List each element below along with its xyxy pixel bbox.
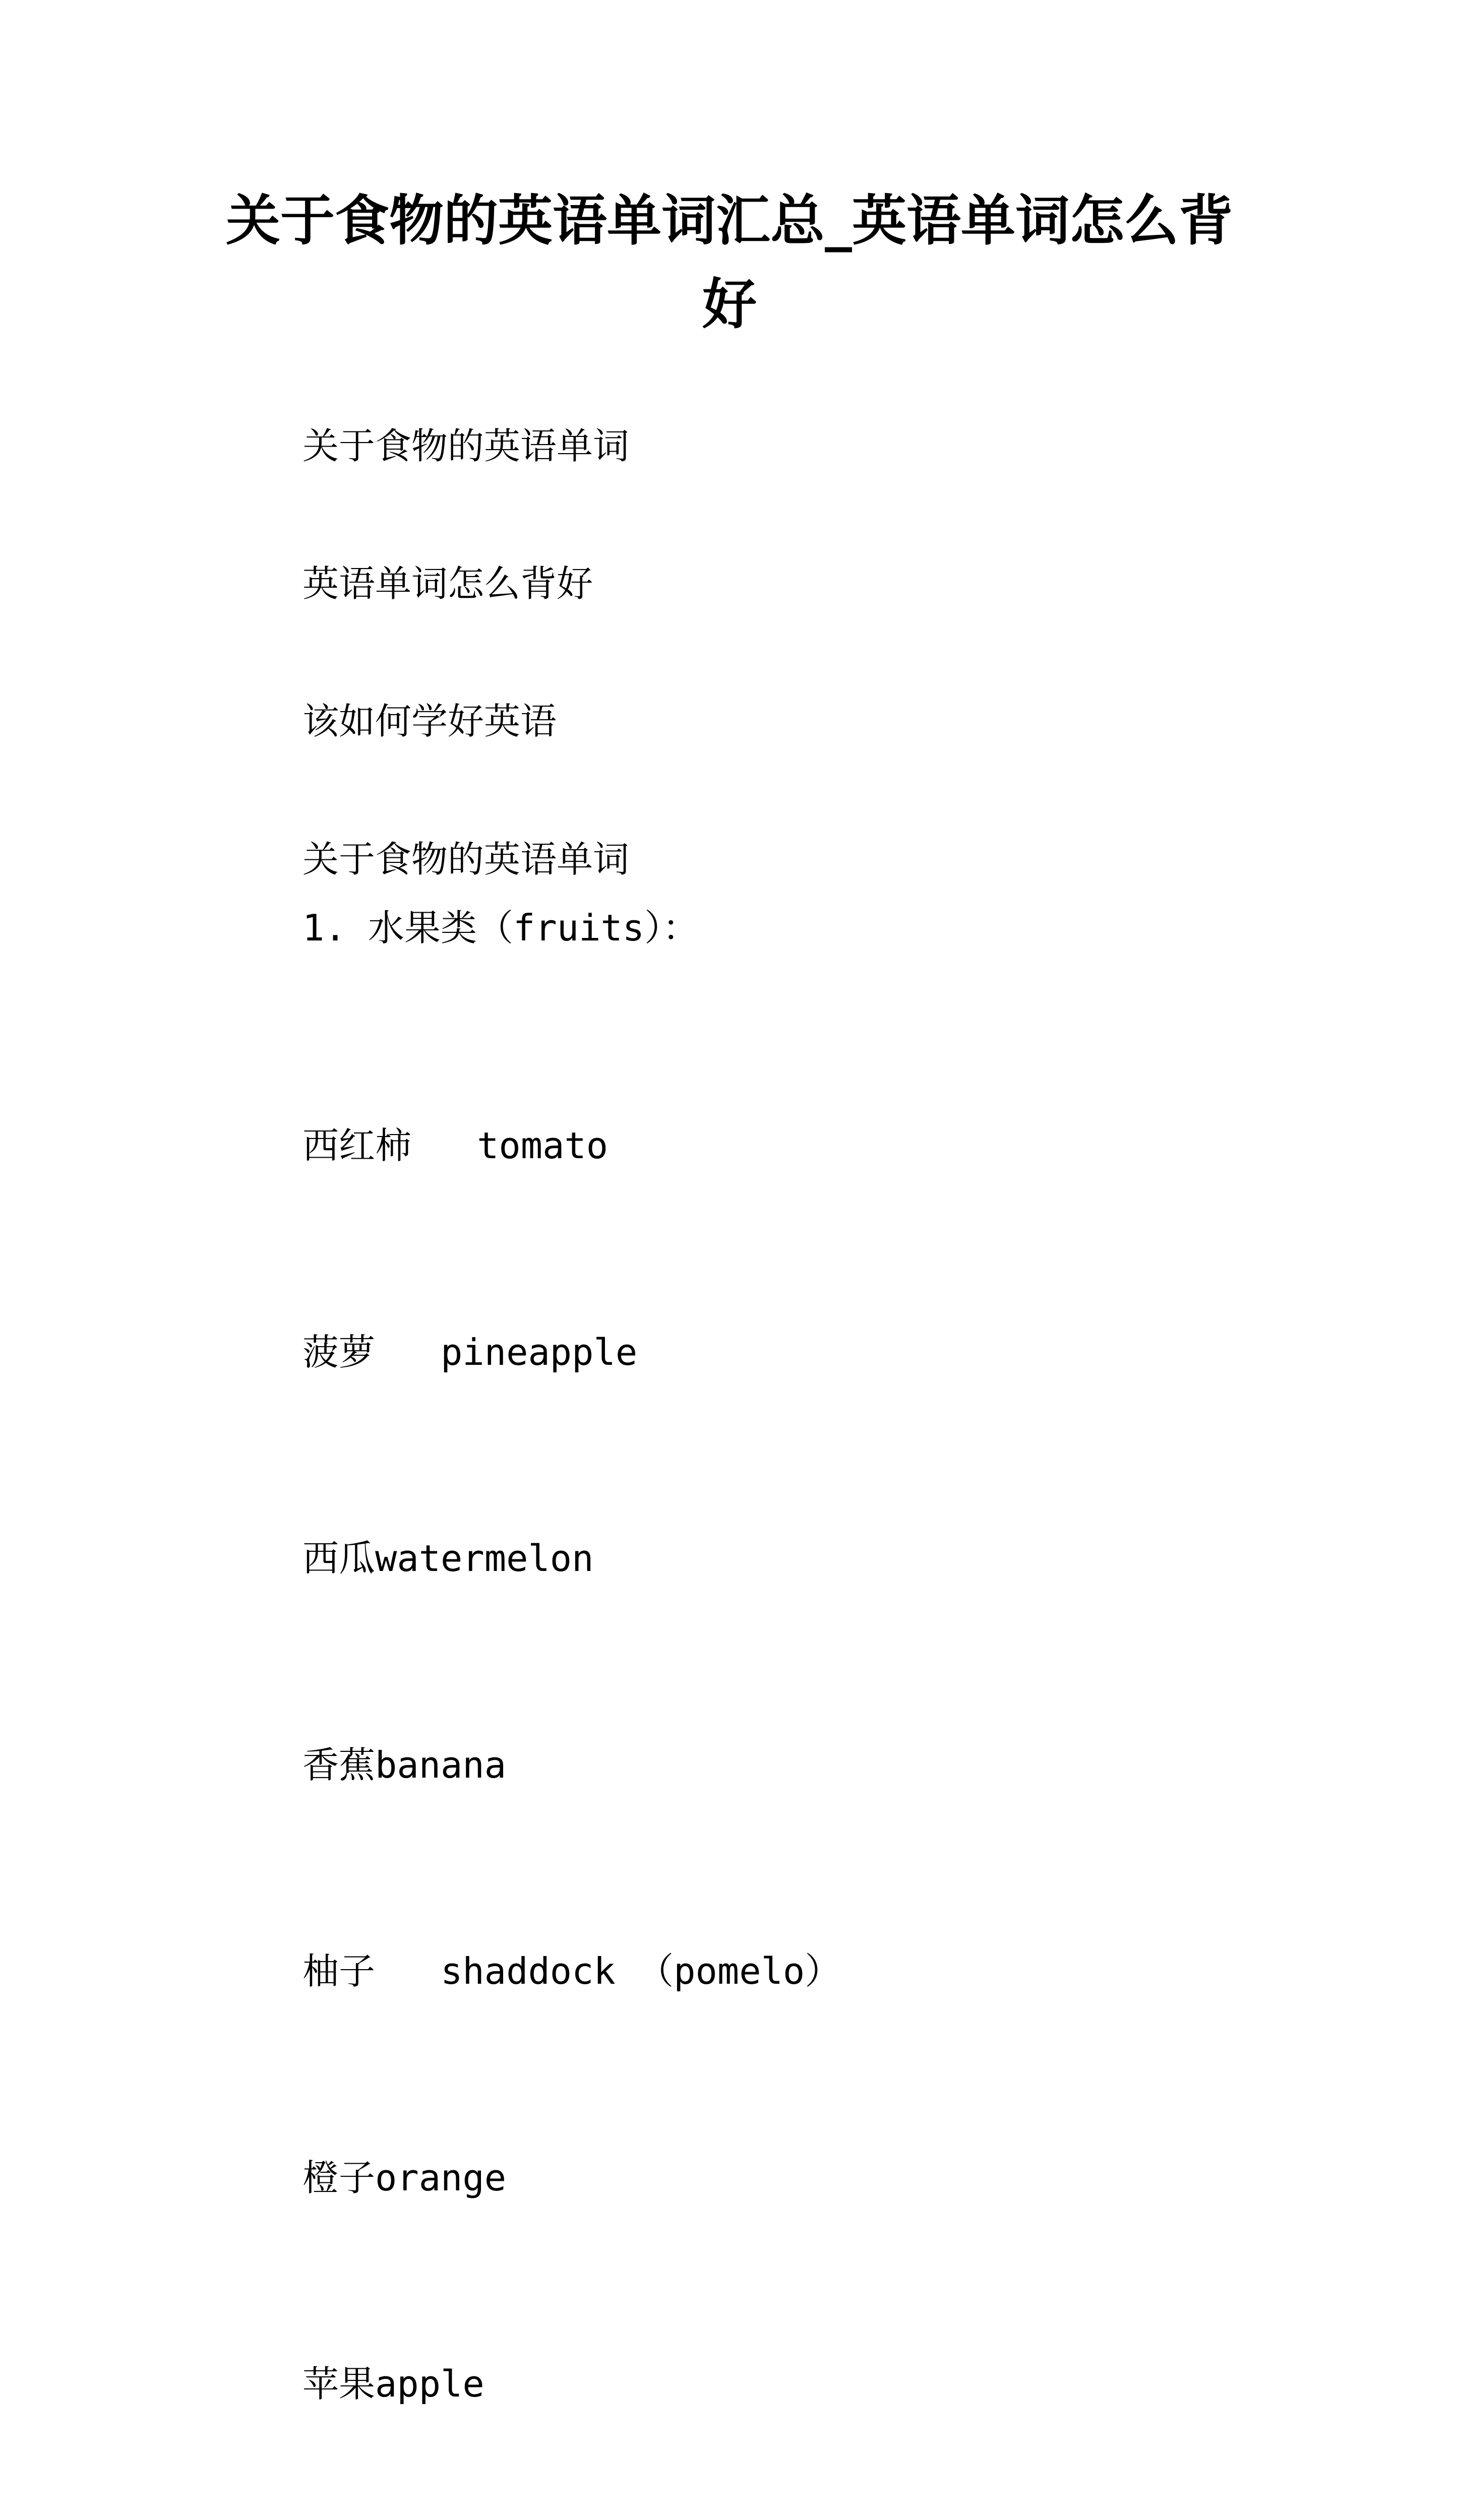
document-title: 关于食物的英语单词汇总_英语单词怎么背好 xyxy=(225,189,1233,336)
fruit-row-watermelon xyxy=(302,1524,1311,1593)
fruit-row-banana xyxy=(302,1731,1311,1800)
fruit-word-list xyxy=(302,974,1311,2520)
fruit-chinese: 菠萝 xyxy=(302,1331,376,1373)
fruit-english: pineapple xyxy=(441,1331,638,1373)
fruit-english: apple xyxy=(375,2363,484,2405)
toc-item-memorize-words: 英语单词怎么背好 xyxy=(302,562,593,605)
fruit-row-pineapple xyxy=(302,1318,1311,1387)
fruit-english: banana xyxy=(375,1743,507,1786)
fruit-chinese: 苹果 xyxy=(302,2363,376,2405)
fruit-row-tomato xyxy=(302,1111,1311,1180)
category-heading-fruits: 1. 水果类（fruits）： xyxy=(302,907,699,949)
fruit-chinese: 西红柿 xyxy=(302,1124,412,1167)
fruit-english: watermelon xyxy=(375,1537,594,1580)
fruit-row-orange xyxy=(302,2144,1311,2213)
fruit-english: tomato xyxy=(477,1124,609,1167)
fruit-row-shaddock xyxy=(302,1937,1311,2006)
fruit-gap xyxy=(375,1331,441,1373)
toc-item-learn-english: 该如何学好英语 xyxy=(302,700,557,742)
fruit-chinese: 西瓜 xyxy=(302,1537,376,1580)
fruit-row-apple xyxy=(302,2350,1311,2419)
fruit-gap xyxy=(375,1950,441,1992)
fruit-english: orange xyxy=(375,2156,507,2199)
fruit-chinese: 橙子 xyxy=(302,2156,376,2199)
fruit-chinese: 香蕉 xyxy=(302,1743,376,1786)
toc-item-food-words: 关于食物的英语单词 xyxy=(302,425,630,467)
fruit-english: shaddock （pomelo） xyxy=(441,1950,841,1992)
section-heading: 关于食物的英语单词 xyxy=(302,838,630,880)
fruit-gap xyxy=(411,1124,477,1167)
fruit-chinese: 柚子 xyxy=(302,1950,376,1992)
